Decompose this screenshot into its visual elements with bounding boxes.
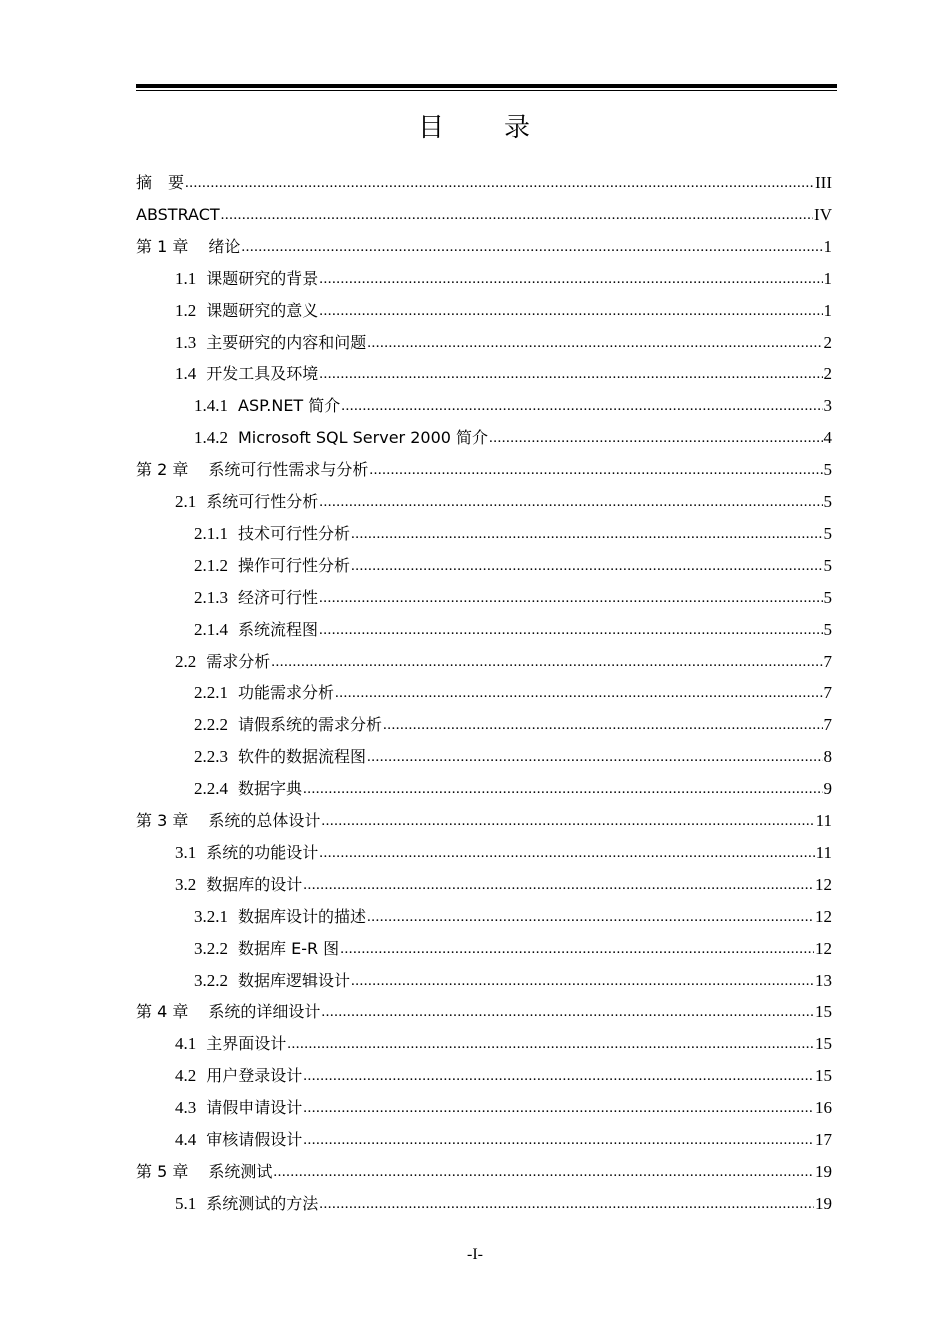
page-number-footer: -I- <box>467 1246 483 1263</box>
toc-entry-number: 4.1 <box>175 1034 197 1054</box>
toc-leader-dots <box>383 714 822 736</box>
toc-entry-title: 课题研究的背景 <box>206 268 319 288</box>
header-rule-thick <box>136 84 837 88</box>
toc-entry[interactable] <box>136 805 832 837</box>
toc-entry[interactable] <box>194 741 832 773</box>
toc-leader-dots <box>303 1065 814 1087</box>
toc-entry-number: 3.2.2 <box>194 938 228 958</box>
toc-entry-page: 5 <box>823 460 832 480</box>
toc-entry[interactable] <box>175 295 832 327</box>
toc-entry-number: 2.2 <box>175 651 197 671</box>
toc-entry-title: ASP.NET 简介 <box>238 396 341 416</box>
toc-entry-page: 19 <box>815 1161 832 1181</box>
toc-leader-dots <box>303 778 822 800</box>
toc-entry[interactable] <box>175 646 832 678</box>
toc-entry-page: 1 <box>823 236 832 256</box>
toc-entry-page: 5 <box>823 619 832 639</box>
toc-entry-title: 课题研究的意义 <box>206 300 319 320</box>
toc-entry-title: 系统测试的方法 <box>206 1193 319 1213</box>
toc-entry[interactable] <box>194 965 832 997</box>
toc-entry-number: 1.4.1 <box>194 396 228 416</box>
toc-leader-dots <box>185 172 814 194</box>
toc-entry-label <box>175 363 318 385</box>
toc-leader-dots <box>241 236 822 258</box>
toc-leader-dots <box>341 395 822 417</box>
toc-leader-dots <box>321 1001 814 1023</box>
toc-entry-page: 3 <box>823 396 832 416</box>
toc-entry-label <box>136 810 320 832</box>
toc-entry-label <box>136 172 184 194</box>
toc-entry-title: 请假系统的需求分析 <box>238 715 383 735</box>
toc-entry-label <box>136 236 240 258</box>
toc-leader-dots <box>319 268 822 290</box>
toc-entry-number: 2.2.4 <box>194 779 228 799</box>
toc-entry-title: 系统可行性需求与分析 <box>208 460 369 480</box>
toc-entry-label <box>194 523 350 545</box>
toc-entry-title: 数据库逻辑设计 <box>238 970 351 990</box>
toc-entry-label <box>175 1193 318 1215</box>
toc-entry-title: 主界面设计 <box>206 1034 287 1054</box>
toc-entry[interactable] <box>175 1028 832 1060</box>
toc-entry[interactable] <box>175 327 832 359</box>
toc-entry-number: 第 4 章 <box>136 1002 189 1022</box>
toc-entry-label <box>136 1161 272 1183</box>
toc-entry-page: IV <box>814 204 832 224</box>
toc-entry-title: 操作可行性分析 <box>238 555 351 575</box>
toc-entry[interactable] <box>175 1188 832 1220</box>
toc-entry-title: 数据库 E-R 图 <box>238 938 340 958</box>
toc-entry-title: 摘 要 <box>136 173 185 192</box>
toc-entry-title: 系统流程图 <box>238 619 319 639</box>
toc-heading <box>0 108 950 148</box>
toc-heading-char-1: 目 <box>417 113 446 143</box>
toc-entry-title: 数据库设计的描述 <box>238 906 367 926</box>
toc-entry-title: 需求分析 <box>206 651 271 671</box>
toc-entry-label <box>136 459 368 481</box>
toc-entry[interactable] <box>194 901 832 933</box>
toc-entry-label <box>175 1033 286 1055</box>
toc-leader-dots <box>369 459 822 481</box>
toc-entry-page: 5 <box>823 587 832 607</box>
toc-entry[interactable] <box>175 486 832 518</box>
toc-entry-page: 4 <box>823 428 832 448</box>
header-rule-thin <box>136 90 837 91</box>
toc-entry-label <box>175 1065 302 1087</box>
toc-leader-dots <box>351 523 822 545</box>
toc-entry-title: 系统的总体设计 <box>208 811 321 830</box>
toc-entry-number: 2.1.1 <box>194 523 228 543</box>
toc-entry[interactable] <box>194 677 832 709</box>
toc-entry-page: 15 <box>815 1066 832 1086</box>
toc-entry-number: 1.1 <box>175 268 197 288</box>
toc-entry-page: III <box>815 173 832 192</box>
toc-entry-number: 2.1.2 <box>194 555 228 575</box>
toc-entry-title: 系统的详细设计 <box>208 1002 321 1022</box>
toc-entry-label <box>194 778 302 800</box>
toc-entry-number: 第 2 章 <box>136 460 189 480</box>
toc-entry-title: 主要研究的内容和问题 <box>206 332 367 352</box>
toc-entry-label <box>194 714 382 736</box>
toc-entry-title: 系统的功能设计 <box>206 842 319 862</box>
toc-entry-page: 11 <box>815 842 832 862</box>
toc-leader-dots <box>273 1161 814 1183</box>
toc-leader-dots <box>319 1193 814 1215</box>
toc-entry-number: 3.2.1 <box>194 906 228 926</box>
toc-entry-page: 15 <box>815 1034 832 1054</box>
toc-entry-page: 12 <box>815 938 832 958</box>
toc-entry-number: 1.2 <box>175 300 197 320</box>
toc-entry-label <box>194 427 488 449</box>
toc-leader-dots <box>303 1129 814 1151</box>
toc-heading-char-2: 录 <box>504 113 533 143</box>
toc-leader-dots <box>367 332 822 354</box>
toc-entry-label <box>175 651 270 673</box>
toc-entry-label <box>194 587 318 609</box>
toc-entry-number: 1.4 <box>175 364 197 384</box>
toc-entry[interactable] <box>175 263 832 295</box>
toc-entry-page: 12 <box>815 906 832 926</box>
toc-entry[interactable] <box>194 422 832 454</box>
toc-entry-title: 系统可行性分析 <box>206 492 319 511</box>
toc-entry-page: 19 <box>815 1193 832 1213</box>
toc-entry-label <box>136 204 220 226</box>
toc-entry-title: 审核请假设计 <box>206 1130 303 1149</box>
toc-entry-label <box>194 555 350 577</box>
toc-entry[interactable] <box>194 390 832 422</box>
toc-entry-title: 数据字典 <box>238 779 303 799</box>
toc-entry-page: 17 <box>815 1130 832 1149</box>
toc-entry-label <box>194 682 334 704</box>
toc-entry[interactable] <box>136 996 832 1028</box>
toc-entry-label <box>175 491 318 513</box>
toc-leader-dots <box>351 970 814 992</box>
toc-entry[interactable] <box>136 454 832 486</box>
toc-entry-title: 技术可行性分析 <box>238 523 351 543</box>
toc-entry-title: 数据库的设计 <box>206 874 303 894</box>
toc-leader-dots <box>303 874 814 896</box>
toc-leader-dots <box>319 363 822 385</box>
toc-entry-label <box>194 906 366 928</box>
toc-leader-dots <box>367 906 814 928</box>
toc-entry-label <box>175 874 302 896</box>
toc-entry-label <box>175 1129 302 1151</box>
toc-entry-label <box>194 938 339 960</box>
toc-entry-label <box>136 1001 320 1023</box>
toc-entry[interactable] <box>194 614 832 646</box>
toc-entry-label <box>175 1097 302 1119</box>
toc-entry-label <box>194 619 318 641</box>
toc-entry-page: 7 <box>823 651 832 671</box>
toc-entry-page: 5 <box>823 492 832 511</box>
toc-leader-dots <box>221 204 813 226</box>
toc-entry-title: ABSTRACT <box>136 204 220 224</box>
toc-entry-label <box>175 842 318 864</box>
toc-entry-label <box>175 268 318 290</box>
toc-entry-title: 系统测试 <box>208 1161 273 1181</box>
toc-entry-number: 2.1.3 <box>194 587 228 607</box>
toc-leader-dots <box>271 651 822 673</box>
toc-leader-dots <box>303 1097 814 1119</box>
toc-entry-number: 2.2.2 <box>194 715 228 735</box>
toc-entry-page: 12 <box>815 874 832 894</box>
toc-entry[interactable] <box>136 231 832 263</box>
toc-leader-dots <box>319 300 822 322</box>
toc-leader-dots <box>367 746 822 768</box>
toc-entry[interactable] <box>194 709 832 741</box>
toc-entry-number: 4.3 <box>175 1098 197 1118</box>
toc-entry-number: 5.1 <box>175 1193 197 1213</box>
toc-entry-page: 13 <box>815 970 832 990</box>
toc-entry-title: 请假申请设计 <box>206 1098 303 1118</box>
toc-entry[interactable] <box>194 518 832 550</box>
toc-leader-dots <box>489 427 822 449</box>
toc-entry-label <box>175 300 318 322</box>
toc-entry-number: 2.2.1 <box>194 683 228 703</box>
toc-entry-number: 3.1 <box>175 842 197 862</box>
toc-entry-title: 开发工具及环境 <box>206 364 319 384</box>
toc-entry[interactable] <box>136 199 832 231</box>
toc-entry-page: 1 <box>823 268 832 288</box>
toc-entry-title: Microsoft SQL Server 2000 简介 <box>238 428 489 448</box>
toc-entry[interactable] <box>194 550 832 582</box>
toc-entry-label <box>194 970 350 992</box>
toc-entry-title: 软件的数据流程图 <box>238 747 367 767</box>
toc-entry-number: 4.2 <box>175 1066 197 1086</box>
toc-entry[interactable] <box>175 1124 832 1156</box>
toc-entry-page: 7 <box>823 715 832 735</box>
toc-entry-number: 2.1 <box>175 492 197 511</box>
toc-entry[interactable] <box>175 869 832 901</box>
toc-entry[interactable] <box>175 1060 832 1092</box>
toc-leader-dots <box>340 938 814 960</box>
toc-entry-page: 2 <box>823 332 832 352</box>
toc-entry-label <box>194 395 340 417</box>
toc-entry[interactable] <box>175 1092 832 1124</box>
toc-entry-page: 5 <box>823 523 832 543</box>
toc-entry-number: 3.2 <box>175 874 197 894</box>
toc-entry[interactable] <box>194 773 832 805</box>
toc-entry-page: 1 <box>823 300 832 320</box>
toc-leader-dots <box>319 619 822 641</box>
toc-entry-page: 15 <box>815 1002 832 1022</box>
toc-entry-title: 经济可行性 <box>238 587 319 607</box>
toc-entry[interactable] <box>136 1156 832 1188</box>
toc-entry-page: 16 <box>815 1098 832 1118</box>
toc-leader-dots <box>287 1033 814 1055</box>
toc-entry[interactable] <box>194 933 832 965</box>
toc-entry[interactable] <box>194 582 832 614</box>
toc-entry-page: 2 <box>823 364 832 384</box>
toc-leader-dots <box>319 491 822 513</box>
toc-entry-page: 7 <box>823 683 832 703</box>
toc-entry-title: 功能需求分析 <box>238 683 335 703</box>
toc-entry-number: 第 3 章 <box>136 811 189 830</box>
toc-entry-page: 5 <box>823 555 832 575</box>
toc-entry-title: 绪论 <box>208 236 241 256</box>
toc-entry-number: 第 5 章 <box>136 1161 189 1181</box>
toc-entry[interactable] <box>136 167 832 199</box>
toc-leader-dots <box>321 810 814 832</box>
toc-entry-number: 1.3 <box>175 332 197 352</box>
toc-entry-number: 第 1 章 <box>136 236 189 256</box>
toc-entry-number: 2.2.3 <box>194 747 228 767</box>
toc-entry-page: 9 <box>823 779 832 799</box>
toc-entry[interactable] <box>175 358 832 390</box>
toc-entry-title: 用户登录设计 <box>206 1066 303 1086</box>
toc-leader-dots <box>335 682 822 704</box>
toc-leader-dots <box>351 555 822 577</box>
toc-leader-dots <box>319 587 822 609</box>
toc-entry-label <box>194 746 366 768</box>
toc-leader-dots <box>319 842 814 864</box>
toc-entry-number: 1.4.2 <box>194 428 228 448</box>
toc-entry-number: 2.1.4 <box>194 619 228 639</box>
toc-entry-number: 4.4 <box>175 1130 197 1149</box>
toc-entry-label <box>175 332 366 354</box>
toc-entry-page: 8 <box>823 747 832 767</box>
toc-entry[interactable] <box>175 837 832 869</box>
toc-entry-number: 3.2.2 <box>194 970 228 990</box>
toc-entry-page: 11 <box>815 811 832 830</box>
